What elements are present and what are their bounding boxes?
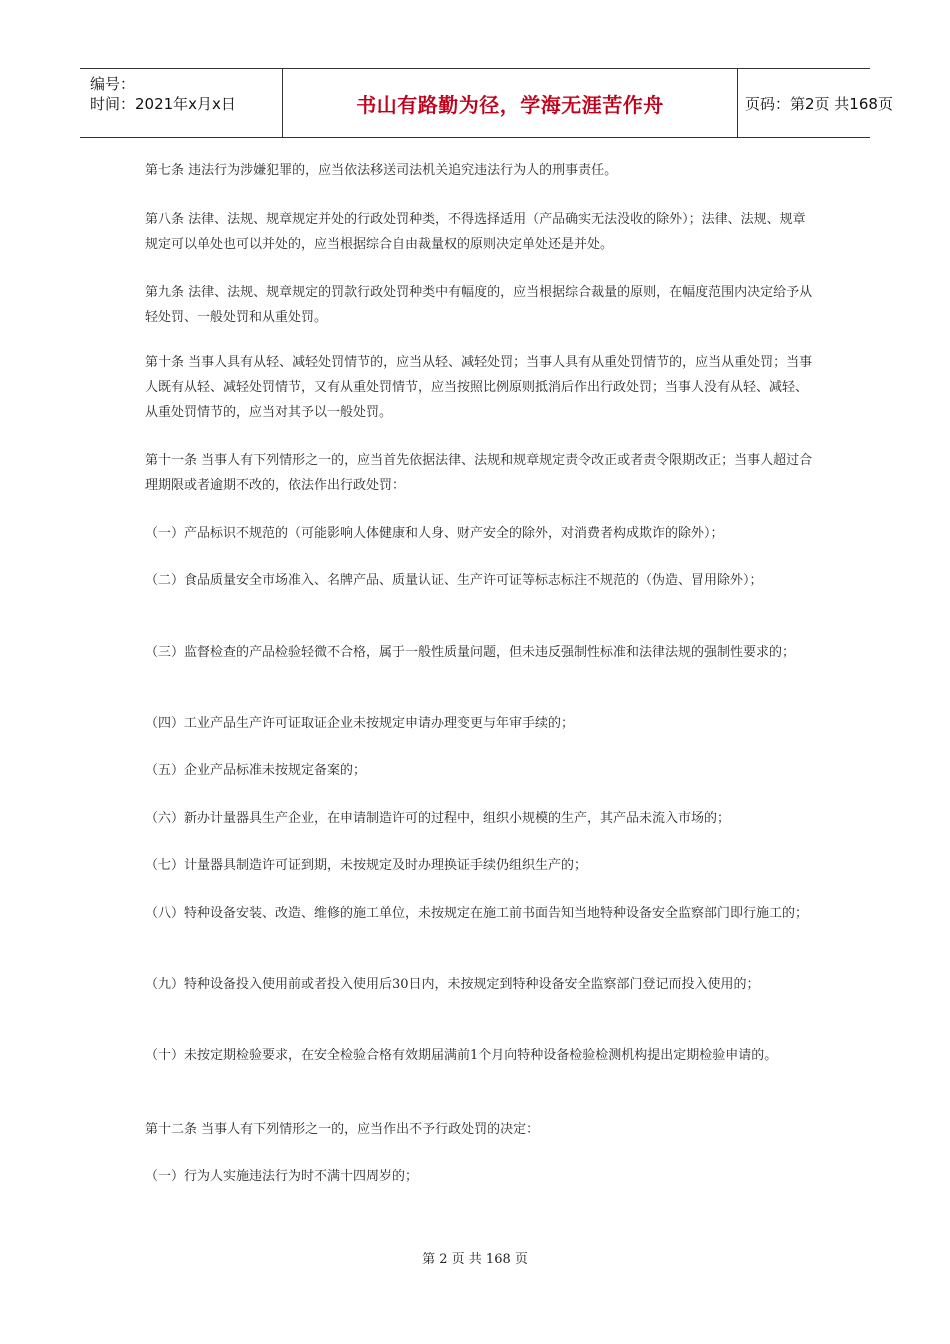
article-10: 第十条 当事人具有从轻、减轻处罚情节的，应当从轻、减轻处罚；当事人具有从重处罚情节的，应当从重处罚；当事人既有从轻、减轻处罚情节，又有从重处罚情节，应当按照比例原则抵消后作出行政处罚；当事人没有从轻、减轻、从重处罚情节的，应当对其予以一般处罚。 <box>145 355 813 420</box>
list-item-2: （二）食品质量安全市场准入、名牌产品、质量认证、生产许可证等标志标注不规范的（伪造、冒用除外）； <box>145 573 763 588</box>
header-page-label: 页码：第2页 共168页 <box>745 95 893 113</box>
list-item-1: （一）产品标识不规范的（可能影响人体健康和人身、财产安全的除外，对消费者构成欺诈的除外）； <box>145 526 724 541</box>
article-12: 第十二条 当事人有下列情形之一的，应当作出不予行政处罚的决定： <box>145 1122 540 1137</box>
document-header <box>80 68 893 138</box>
list-item-4: （四）工业产品生产许可证取证企业未按规定申请办理变更与年审手续的； <box>145 716 575 731</box>
number-label: 编号： <box>90 75 136 93</box>
list-item-6: （六）新办计量器具生产企业，在申请制造许可的过程中，组织小规模的生产，其产品未流入市场的； <box>145 811 731 826</box>
page-footer <box>0 1248 950 1267</box>
list-item-9: （九）特种设备投入使用前或者投入使用后30日内，未按规定到特种设备安全监察部门登记而投入使用的； <box>145 977 760 992</box>
date-label: 时间：2021年x月x日 <box>90 95 236 113</box>
article-8: 第八条 法律、法规、规章规定并处的行政处罚种类，不得选择适用（产品确实无法没收的除外）；法律、法规、规章规定可以单处也可以并处的，应当根据综合自由裁量权的原则决定单处还是并处。 <box>145 212 806 252</box>
list-item-10: （十）未按定期检验要求，在安全检验合格有效期届满前1个月向特种设备检验检测机构提出定期检验申请的。 <box>145 1048 778 1063</box>
list-item-3: （三）监督检查的产品检验轻微不合格，属于一般性质量问题，但未违反强制性标准和法律法规的强制性要求的； <box>145 645 796 660</box>
list-item-5: （五）企业产品标准未按规定备案的； <box>145 763 367 778</box>
article-12-item-1: （一）行为人实施违法行为时不满十四周岁的； <box>145 1169 419 1184</box>
article-11: 第十一条 当事人有下列情形之一的，应当首先依据法律、法规和规章规定责令改正或者责令限期改正；当事人超过合理期限或者逾期不改的，依法作出行政处罚： <box>145 453 813 493</box>
article-7: 第七条 违法行为涉嫌犯罪的，应当依法移送司法机关追究违法行为人的刑事责任。 <box>145 163 618 178</box>
header-motto-cell <box>282 69 738 137</box>
list-item-8: （八）特种设备安装、改造、维修的施工单位，未按规定在施工前书面告知当地特种设备安全监察部门即行施工的； <box>145 906 809 921</box>
header-meta-cell <box>80 69 282 137</box>
list-item-7: （七）计量器具制造许可证到期，未按规定及时办理换证手续仍组织生产的； <box>145 858 588 873</box>
header-page-cell <box>737 69 893 137</box>
article-9: 第九条 法律、法规、规章规定的罚款行政处罚种类中有幅度的，应当根据综合裁量的原则，在幅度范围内决定给予从轻处罚、一般处罚和从重处罚。 <box>145 285 813 325</box>
motto-text: 书山有路勤为径，学海无涯苦作舟 <box>356 93 664 117</box>
footer-page-number: 第 2 页 共 168 页 <box>422 1252 528 1267</box>
